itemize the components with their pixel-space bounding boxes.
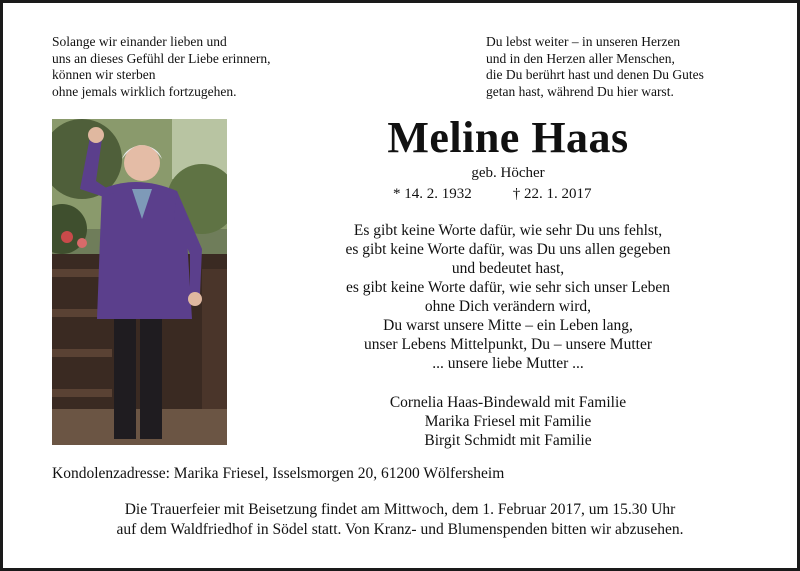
life-dates [393,185,592,203]
poem-line: Es gibt keine Worte dafür, wie sehr Du uns fehlst, [353,222,663,239]
deceased-name: Meline Haas [387,113,629,162]
mourner: Marika Friesel mit Familie [424,413,592,430]
verse-right-line: getan hast, während Du hier warst. [486,83,674,99]
birth-date: * 14. 2. 1932 [393,186,472,202]
funeral-notice-line: Die Trauerfeier mit Beisetzung findet am Mittwoch, dem 1. Februar 2017, um 15.30 Uhr [124,501,676,518]
poem-line: ... unsere liebe Mutter ... [432,355,584,372]
funeral-notice-line: auf dem Waldfriedhof in Södel statt. Von Kranz- und Blumenspenden bitten wir abzusehen. [116,521,684,538]
portrait-photo-illustration [52,119,227,445]
poem-line: ohne Dich verändern wird, [424,298,592,315]
mourner: Cornelia Haas-Bindewald mit Familie [389,394,627,411]
verse-right [486,34,704,100]
poem-line: und bedeutet hast, [451,260,565,277]
verse-left-line: Solange wir einander lieben und [52,34,227,49]
poem [263,221,753,373]
mourners-list [263,393,753,450]
verse-left [52,34,271,100]
poem-line: unser Lebens Mittelpunkt, Du – unsere Mutter [364,336,652,353]
verse-left-line: ohne jemals wirklich fortzugehen. [52,83,237,99]
verse-left-line: können wir sterben [52,67,156,82]
funeral-notice [3,500,797,540]
poem-line: es gibt keine Worte dafür, was Du uns allen gegeben [345,241,671,258]
mourner: Birgit Schmidt mit Familie [424,432,592,449]
maiden-name: geb. Höcher [471,165,545,181]
portrait-photo [52,119,227,445]
verse-right-line: die Du berührt hast und denen Du Gutes [486,67,704,82]
verse-left-line: uns an dieses Gefühl der Liebe erinnern, [52,50,271,66]
condolence-address: Kondolenzadresse: Marika Friesel, Isselsmorgen 20, 61200 Wölfersheim [52,465,505,482]
poem-line: Du warst unsere Mitte – ein Leben lang, [383,317,633,334]
verse-right-line: und in den Herzen aller Menschen, [486,50,675,66]
poem-line: es gibt keine Worte dafür, wie sehr sich unser Leben [345,279,671,296]
verse-right-line: Du lebst weiter – in unseren Herzen [486,34,681,49]
death-date: † 22. 1. 2017 [512,186,592,202]
